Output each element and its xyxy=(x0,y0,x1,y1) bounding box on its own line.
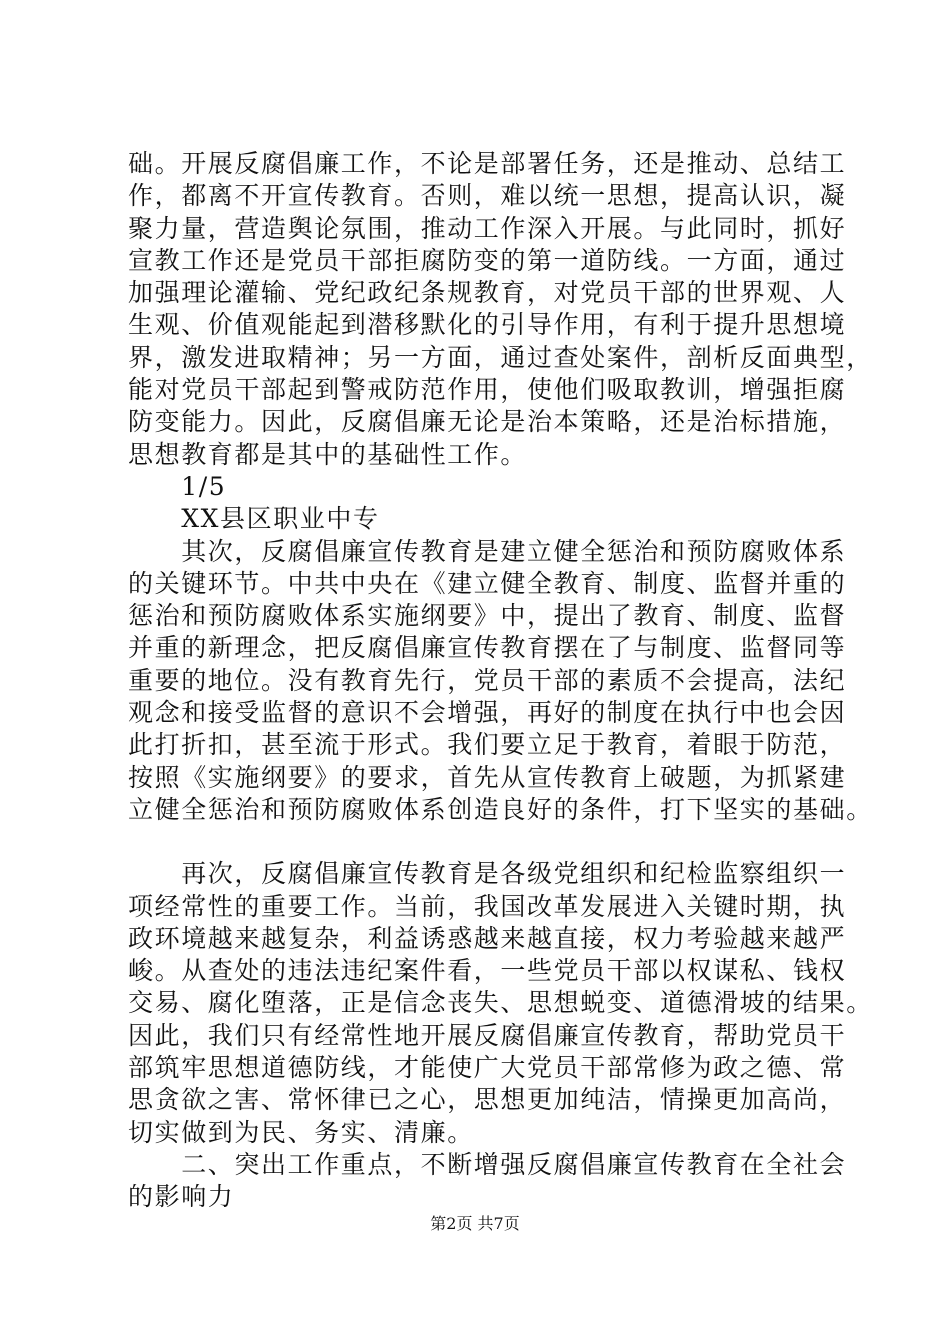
text-line: 的关键环节。中共中央在《建立健全教育、制度、监督并重的 xyxy=(128,568,847,598)
text-block-2 xyxy=(128,858,873,1213)
text-line: 的影响力 xyxy=(128,1182,235,1212)
text-line: 二、突出工作重点，不断增强反腐倡廉宣传教育在全社会 xyxy=(128,1149,847,1179)
text-line: 政环境越来越复杂，利益诱惑越来越直接，权力考验越来越严 xyxy=(128,923,847,953)
text-line: 观念和接受监督的意识不会增强，再好的制度在执行中也会因 xyxy=(128,698,847,728)
text-line: 加强理论灌输、党纪政纪条规教育，对党员干部的世界观、人 xyxy=(128,278,847,308)
text-line: 思想教育都是其中的基础性工作。 xyxy=(128,439,528,469)
text-line: 防变能力。因此，反腐倡廉无论是治本策略，还是治标措施， xyxy=(128,407,847,437)
text-line: XX县区职业中专 xyxy=(128,504,380,534)
text-line: 峻。从查处的违法违纪案件看，一些党员干部以权谋私、钱权 xyxy=(128,956,847,986)
text-line: 础。开展反腐倡廉工作，不论是部署任务，还是推动、总结工 xyxy=(128,149,847,178)
text-line: 交易、腐化堕落，正是信念丧失、思想蜕变、道德滑坡的结果。 xyxy=(128,988,873,1018)
text-line: 因此，我们只有经常性地开展反腐倡廉宣传教育，帮助党员干 xyxy=(128,1020,847,1050)
text-line: 1/5 xyxy=(128,471,227,501)
text-line: 思贪欲之害、常怀律已之心，思想更加纯洁，情操更加高尚， xyxy=(128,1085,847,1115)
document-body xyxy=(128,148,873,1214)
text-line: 项经常性的重要工作。当前，我国改革发展进入关键时期，执 xyxy=(128,891,847,921)
text-line: 重要的地位。没有教育先行，党员干部的素质不会提高，法纪 xyxy=(128,665,847,695)
text-line: 界，激发进取精神；另一方面，通过查处案件，剖析反面典型， xyxy=(128,342,873,372)
text-line: 作，都离不开宣传教育。否则，难以统一思想，提高认识，凝 xyxy=(128,181,847,211)
text-line: 此打折扣，甚至流于形式。我们要立足于教育，着眼于防范， xyxy=(128,730,847,760)
text-line: 立健全惩治和预防腐败体系创造良好的条件，打下坚实的基础。 xyxy=(128,794,873,824)
text-line: 并重的新理念，把反腐倡廉宣传教育摆在了与制度、监督同等 xyxy=(128,633,847,663)
text-line: 惩治和预防腐败体系实施纲要》中，提出了教育、制度、监督 xyxy=(128,601,847,631)
text-line: 按照《实施纲要》的要求，首先从宣传教育上破题，为抓紧建 xyxy=(128,762,847,792)
text-line: 切实做到为民、务实、清廉。 xyxy=(128,1117,474,1147)
paragraph-gap xyxy=(128,826,840,858)
page-footer: 第2页 共7页 xyxy=(430,1214,520,1233)
text-line: 能对党员干部起到警戒防范作用，使他们吸取教训，增强拒腐 xyxy=(128,375,847,405)
text-line: 部筑牢思想道德防线，才能使广大党员干部常修为政之德、常 xyxy=(128,1053,847,1083)
text-line: 再次，反腐倡廉宣传教育是各级党组织和纪检监察组织一 xyxy=(128,859,847,889)
text-line: 聚力量，营造舆论氛围，推动工作深入开展。与此同时，抓好 xyxy=(128,213,847,243)
text-line: 其次，反腐倡廉宣传教育是建立健全惩治和预防腐败体系 xyxy=(128,536,847,566)
text-line: 生观、价值观能起到潜移默化的引导作用，有利于提升思想境 xyxy=(128,310,847,340)
text-line: 宣教工作还是党员干部拒腐防变的第一道防线。一方面，通过 xyxy=(128,245,847,275)
text-block-1 xyxy=(128,148,873,826)
